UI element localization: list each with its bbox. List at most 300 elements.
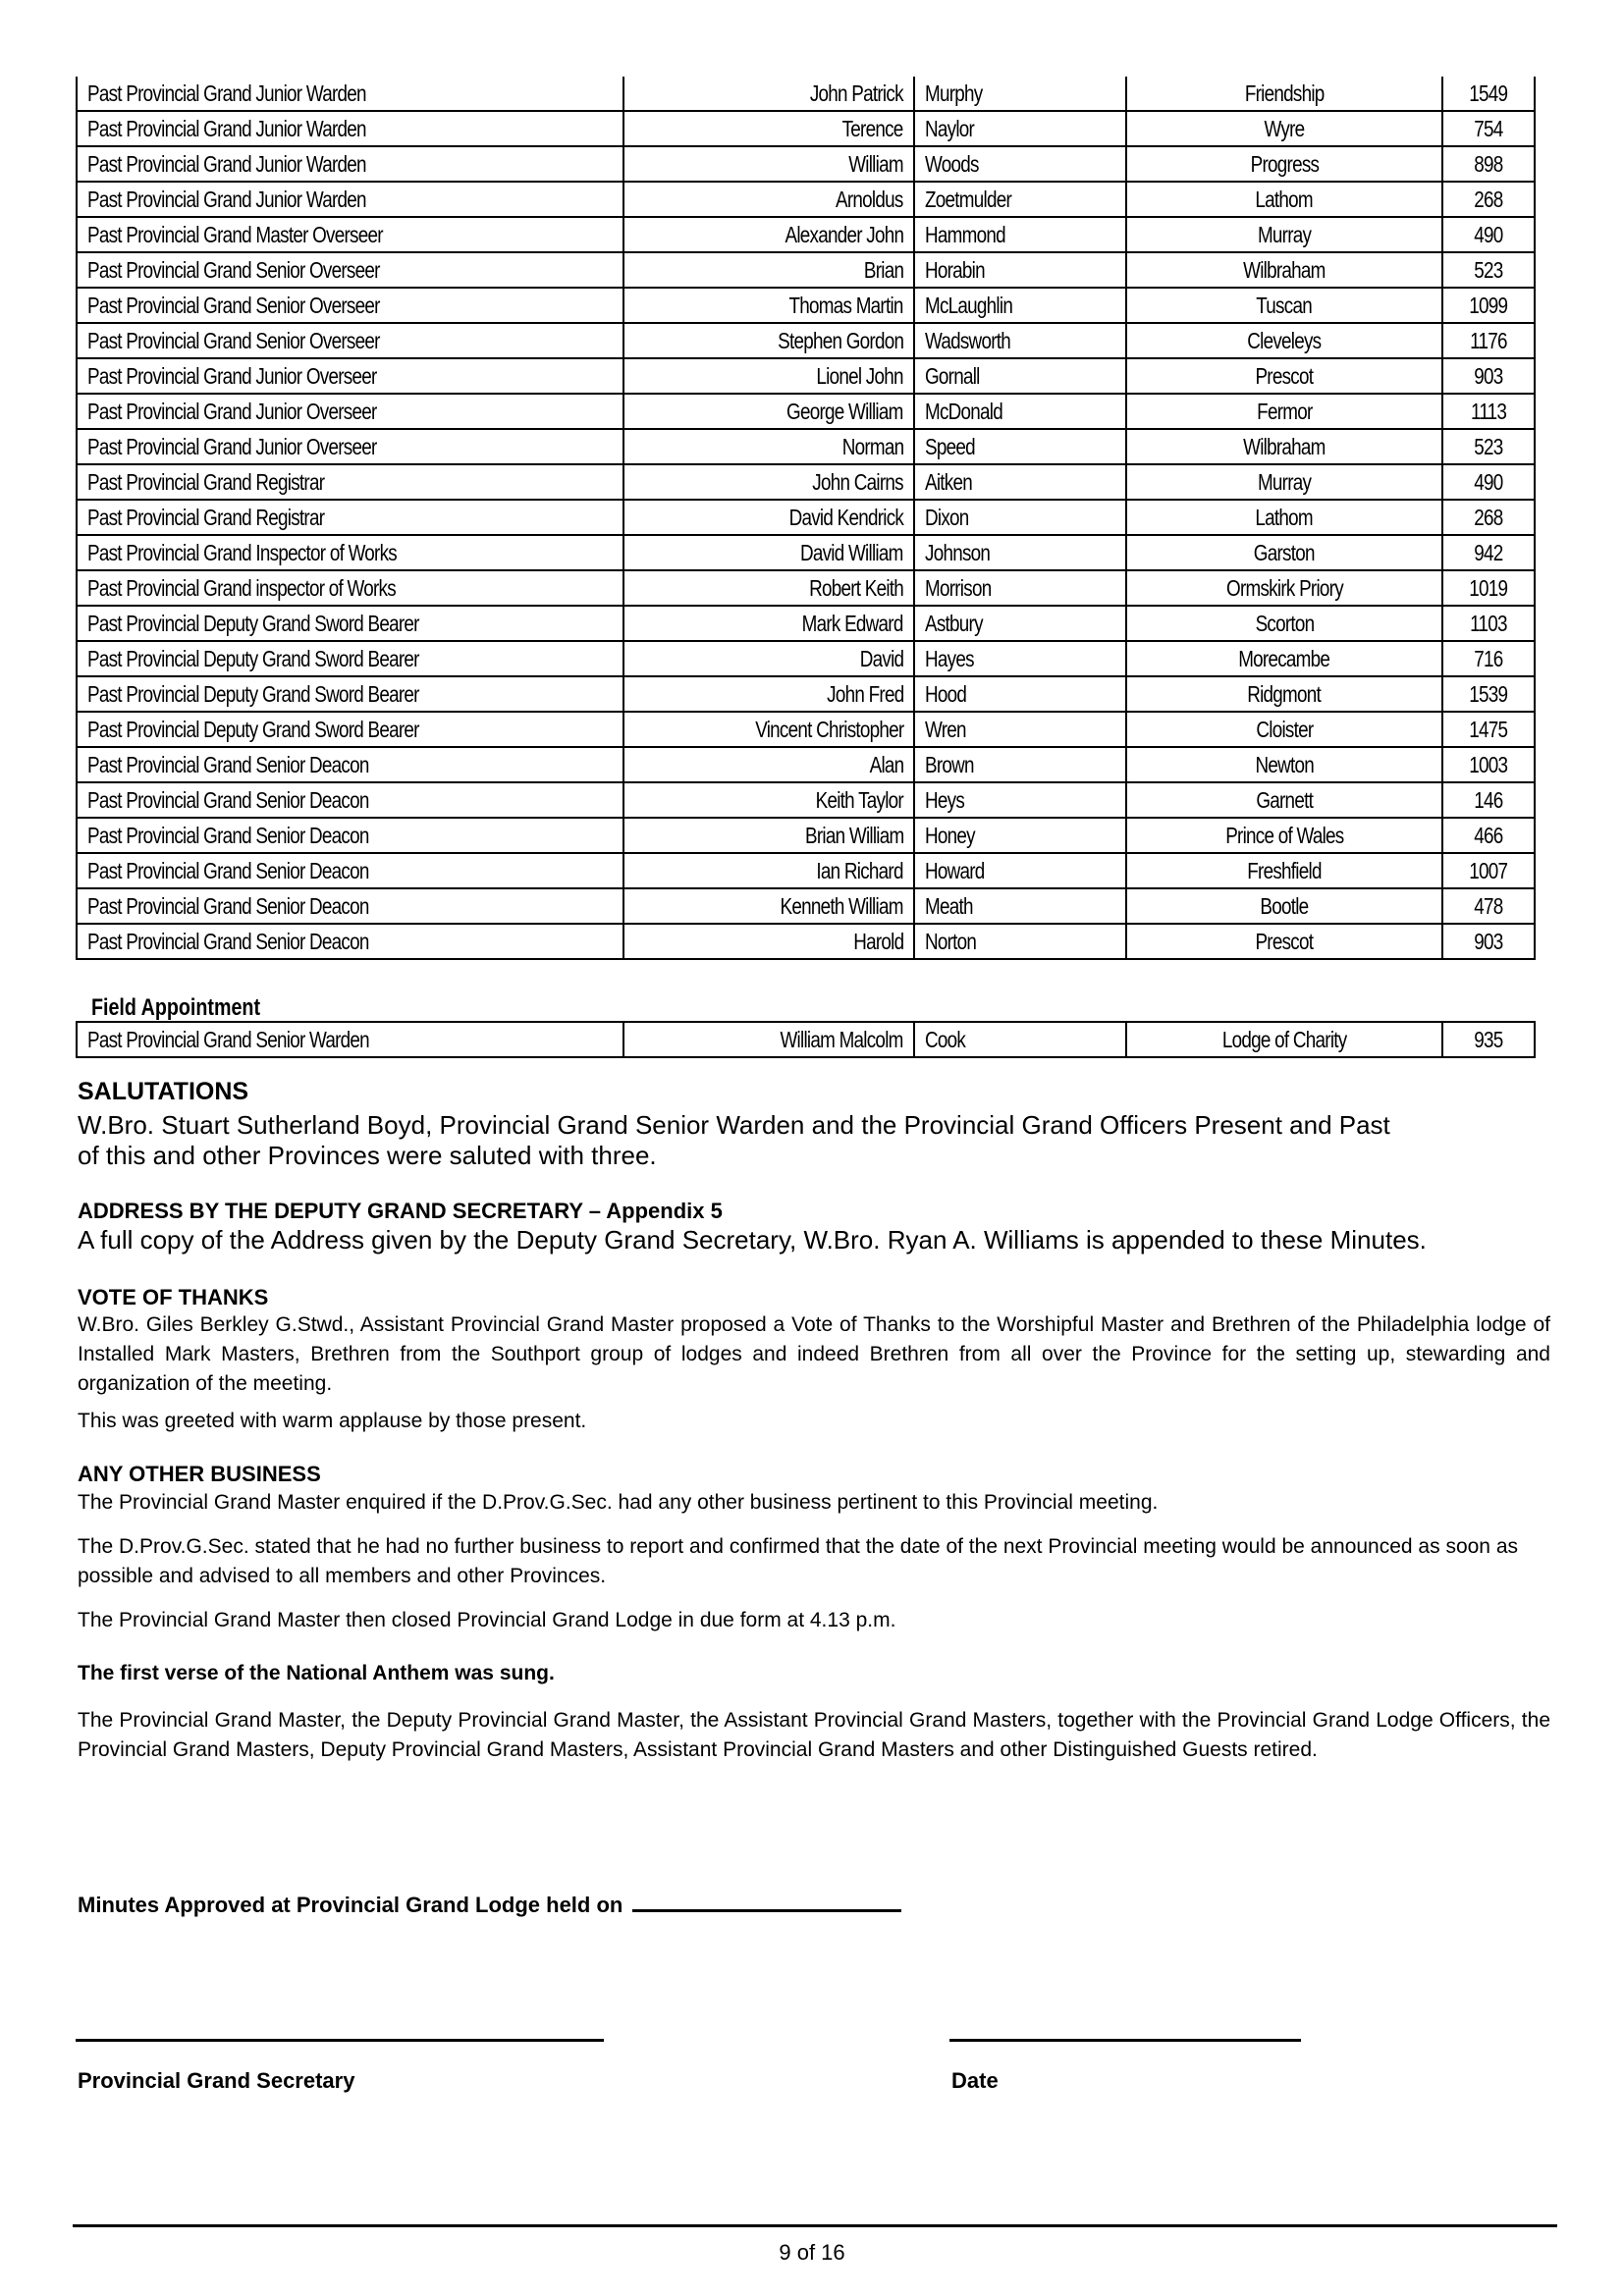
lodge-number-cell bbox=[1442, 429, 1535, 464]
lodge-number-cell-text: 1007 bbox=[1469, 858, 1508, 883]
surname-cell-text: Gornall bbox=[925, 363, 980, 389]
lodge-cell-text: Progress bbox=[1250, 151, 1319, 177]
lodge-number-cell-text: 1103 bbox=[1470, 611, 1507, 636]
forenames-cell-text: Ian Richard bbox=[816, 858, 903, 883]
lodge-number-cell bbox=[1442, 606, 1535, 641]
forenames-cell-text: Alexander John bbox=[785, 222, 903, 247]
lodge-number-cell-text: 146 bbox=[1474, 787, 1503, 813]
table-row bbox=[77, 782, 1535, 818]
address-body: A full copy of the Address given by the Deputy Grand Secretary, W.Bro. Ryan A. Williams is appended to these Minutes. bbox=[78, 1225, 1427, 1255]
office-cell-text: Past Provincial Grand Junior Warden bbox=[87, 151, 366, 177]
lodge-number-cell-text: 935 bbox=[1474, 1027, 1503, 1052]
lodge-cell bbox=[1126, 217, 1442, 252]
office-cell bbox=[77, 464, 623, 500]
lodge-cell-text: Garston bbox=[1254, 540, 1315, 565]
surname-cell-text: Zoetmulder bbox=[925, 187, 1012, 212]
office-cell-text: Past Provincial Grand Senior Deacon bbox=[87, 929, 369, 954]
lodge-number-cell-text: 942 bbox=[1474, 540, 1503, 565]
office-cell-text: Past Provincial Deputy Grand Sword Bearer bbox=[87, 611, 419, 636]
office-cell-text: Past Provincial Grand Senior Overseer bbox=[87, 328, 380, 353]
office-cell bbox=[77, 888, 623, 924]
forenames-cell bbox=[623, 535, 914, 570]
table-row bbox=[77, 182, 1535, 217]
office-cell bbox=[77, 146, 623, 182]
field-appointment-table bbox=[76, 1021, 1536, 1058]
lodge-number-cell-text: 1019 bbox=[1469, 575, 1508, 601]
surname-cell bbox=[914, 288, 1126, 323]
forenames-cell-text: Thomas Martin bbox=[788, 293, 903, 318]
minutes-approval bbox=[78, 1890, 901, 1918]
lodge-cell bbox=[1126, 782, 1442, 818]
aob-paragraph-3: The Provincial Grand Master then closed Provincial Grand Lodge in due form at 4.13 p.m. bbox=[78, 1609, 896, 1631]
forenames-cell bbox=[623, 500, 914, 535]
lodge-cell-text: Prescot bbox=[1255, 363, 1314, 389]
surname-cell-text: Dixon bbox=[925, 505, 969, 530]
footer-divider bbox=[73, 2224, 1557, 2227]
office-cell-text: Past Provincial Grand Master Overseer bbox=[87, 222, 383, 247]
surname-cell bbox=[914, 782, 1126, 818]
surname-cell-text: Heys bbox=[925, 787, 965, 813]
lodge-number-cell bbox=[1442, 323, 1535, 358]
aob-paragraph-4: The Provincial Grand Master, the Deputy Provincial Grand Master, the Assistant Provincial Grand Masters, together with the Provincial Grand Lodge Officers, the Provincial Grand Masters, Deputy Provincial Grand Masters, Assistant Provincial Grand Masters and other Distinguished Guests retired. bbox=[78, 1709, 1550, 1761]
office-cell-text: Past Provincial Grand Senior Overseer bbox=[87, 257, 380, 283]
lodge-cell bbox=[1126, 146, 1442, 182]
forenames-cell-text: Kenneth William bbox=[780, 893, 903, 919]
table-row bbox=[77, 818, 1535, 853]
surname-cell bbox=[914, 358, 1126, 394]
office-cell-text: Past Provincial Grand Senior Deacon bbox=[87, 787, 369, 813]
lodge-number-cell-text: 898 bbox=[1474, 151, 1503, 177]
table-row bbox=[77, 712, 1535, 747]
forenames-cell-text: Brian William bbox=[804, 823, 903, 848]
lodge-number-cell-text: 1113 bbox=[1470, 399, 1507, 424]
table-row bbox=[77, 429, 1535, 464]
surname-cell bbox=[914, 747, 1126, 782]
surname-cell-text: Speed bbox=[925, 434, 975, 459]
forenames-cell-text: John Fred bbox=[826, 681, 903, 707]
surname-cell-text: Aitken bbox=[925, 469, 972, 495]
forenames-cell-text: Terence bbox=[842, 116, 903, 141]
forenames-cell-text: John Cairns bbox=[812, 469, 903, 495]
salutations-heading: SALUTATIONS bbox=[78, 1078, 249, 1105]
aob-paragraph-1: The Provincial Grand Master enquired if the D.Prov.G.Sec. had any other business pertinent to this Provincial meeting. bbox=[78, 1491, 1159, 1514]
office-cell-text: Past Provincial Grand Junior Overseer bbox=[87, 363, 377, 389]
forenames-cell-text: Arnoldus bbox=[836, 187, 903, 212]
surname-cell-text: Brown bbox=[925, 752, 974, 777]
forenames-cell bbox=[623, 146, 914, 182]
lodge-number-cell bbox=[1442, 358, 1535, 394]
forenames-cell bbox=[623, 712, 914, 747]
minutes-approval-label: Minutes Approved at Provincial Grand Lodge held on bbox=[78, 1893, 623, 1917]
officers-table-body bbox=[77, 77, 1535, 959]
lodge-cell bbox=[1126, 252, 1442, 288]
forenames-cell bbox=[623, 747, 914, 782]
lodge-cell-text: Wilbraham bbox=[1243, 257, 1326, 283]
lodge-number-cell bbox=[1442, 570, 1535, 606]
surname-cell bbox=[914, 570, 1126, 606]
table-row bbox=[77, 288, 1535, 323]
table-row bbox=[77, 641, 1535, 676]
office-cell-text: Past Provincial Grand Senior Deacon bbox=[87, 858, 369, 883]
surname-cell-text: Wadsworth bbox=[925, 328, 1010, 353]
table-row bbox=[77, 394, 1535, 429]
lodge-number-cell-text: 716 bbox=[1474, 646, 1503, 671]
lodge-number-cell-text: 1176 bbox=[1470, 328, 1507, 353]
lodge-number-cell bbox=[1442, 676, 1535, 712]
field-appointment-label: Field Appointment bbox=[91, 994, 261, 1021]
surname-cell bbox=[914, 888, 1126, 924]
vote-of-thanks-body: W.Bro. Giles Berkley G.Stwd., Assistant Provincial Grand Master proposed a Vote of Thanks to the Worshipful Master and Brethren of the Philadelphia lodge of Installed Mark Masters, Brethren from the Southport group of lodges and indeed Brethren from all over the Province for the setting up, stewarding and organization of the meeting. bbox=[78, 1313, 1550, 1395]
lodge-number-cell-text: 903 bbox=[1474, 929, 1503, 954]
surname-cell-text: Hammond bbox=[925, 222, 1005, 247]
surname-cell-text: Horabin bbox=[925, 257, 985, 283]
forenames-cell-text: William Malcolm bbox=[780, 1027, 903, 1052]
lodge-number-cell bbox=[1442, 747, 1535, 782]
lodge-cell-text: Wilbraham bbox=[1243, 434, 1326, 459]
lodge-number-cell-text: 1539 bbox=[1469, 681, 1508, 707]
forenames-cell bbox=[623, 853, 914, 888]
lodge-cell bbox=[1126, 818, 1442, 853]
lodge-cell-text: Tuscan bbox=[1256, 293, 1313, 318]
lodge-number-cell bbox=[1442, 252, 1535, 288]
office-cell-text: Past Provincial Grand Registrar bbox=[87, 469, 325, 495]
table-row bbox=[77, 853, 1535, 888]
surname-cell-text: Cook bbox=[925, 1027, 966, 1052]
forenames-cell bbox=[623, 217, 914, 252]
lodge-cell-text: Murray bbox=[1257, 469, 1312, 495]
forenames-cell bbox=[623, 676, 914, 712]
lodge-number-cell bbox=[1442, 77, 1535, 111]
office-cell bbox=[77, 641, 623, 676]
forenames-cell bbox=[623, 606, 914, 641]
surname-cell-text: McDonald bbox=[925, 399, 1003, 424]
office-cell-text: Past Provincial Grand Registrar bbox=[87, 505, 325, 530]
lodge-number-cell bbox=[1442, 818, 1535, 853]
forenames-cell-text: David William bbox=[800, 540, 903, 565]
any-other-business-heading: ANY OTHER BUSINESS bbox=[78, 1462, 321, 1486]
surname-cell-text: Hayes bbox=[925, 646, 974, 671]
forenames-cell-text: Mark Edward bbox=[802, 611, 903, 636]
lodge-cell-text: Friendship bbox=[1244, 80, 1325, 106]
forenames-cell bbox=[623, 464, 914, 500]
lodge-number-cell-text: 523 bbox=[1474, 434, 1503, 459]
lodge-cell-text: Lathom bbox=[1255, 505, 1314, 530]
surname-cell-text: Howard bbox=[925, 858, 985, 883]
forenames-cell-text: David Kendrick bbox=[788, 505, 903, 530]
table-row bbox=[77, 464, 1535, 500]
office-cell bbox=[77, 1022, 623, 1057]
lodge-number-cell bbox=[1442, 111, 1535, 146]
surname-cell bbox=[914, 464, 1126, 500]
office-cell bbox=[77, 182, 623, 217]
forenames-cell-text: John Patrick bbox=[810, 80, 903, 106]
lodge-cell-text: Bootle bbox=[1260, 893, 1309, 919]
office-cell bbox=[77, 853, 623, 888]
lodge-number-cell-text: 1099 bbox=[1469, 293, 1508, 318]
lodge-number-cell-text: 268 bbox=[1474, 505, 1503, 530]
surname-cell bbox=[914, 394, 1126, 429]
lodge-number-cell-text: 1549 bbox=[1469, 80, 1508, 106]
surname-cell bbox=[914, 429, 1126, 464]
table-row bbox=[77, 500, 1535, 535]
lodge-cell bbox=[1126, 182, 1442, 217]
lodge-cell-text: Murray bbox=[1257, 222, 1312, 247]
forenames-cell-text: William bbox=[848, 151, 903, 177]
surname-cell-text: Woods bbox=[925, 151, 979, 177]
lodge-cell bbox=[1126, 535, 1442, 570]
office-cell bbox=[77, 77, 623, 111]
lodge-cell-text: Cloister bbox=[1255, 717, 1314, 742]
forenames-cell bbox=[623, 394, 914, 429]
lodge-cell-text: Prince of Wales bbox=[1224, 823, 1344, 848]
lodge-cell-text: Lathom bbox=[1255, 187, 1314, 212]
forenames-cell-text: Brian bbox=[863, 257, 903, 283]
lodge-number-cell-text: 466 bbox=[1474, 823, 1503, 848]
office-cell-text: Past Provincial Grand Inspector of Works bbox=[87, 540, 397, 565]
surname-cell-text: Astbury bbox=[925, 611, 983, 636]
office-cell-text: Past Provincial Grand Senior Warden bbox=[87, 1027, 369, 1052]
lodge-cell bbox=[1126, 888, 1442, 924]
forenames-cell bbox=[623, 641, 914, 676]
table-row bbox=[77, 252, 1535, 288]
lodge-cell bbox=[1126, 323, 1442, 358]
surname-cell bbox=[914, 77, 1126, 111]
lodge-number-cell-text: 490 bbox=[1474, 469, 1503, 495]
forenames-cell-text: Alan bbox=[869, 752, 903, 777]
office-cell bbox=[77, 429, 623, 464]
office-cell bbox=[77, 358, 623, 394]
surname-cell bbox=[914, 500, 1126, 535]
lodge-number-cell-text: 478 bbox=[1474, 893, 1503, 919]
lodge-number-cell bbox=[1442, 464, 1535, 500]
office-cell-text: Past Provincial Grand Senior Deacon bbox=[87, 893, 369, 919]
forenames-cell bbox=[623, 252, 914, 288]
surname-cell bbox=[914, 182, 1126, 217]
table-row bbox=[77, 323, 1535, 358]
office-cell bbox=[77, 323, 623, 358]
surname-cell bbox=[914, 676, 1126, 712]
surname-cell bbox=[914, 924, 1126, 959]
lodge-number-cell bbox=[1442, 288, 1535, 323]
office-cell-text: Past Provincial Deputy Grand Sword Bearer bbox=[87, 717, 419, 742]
lodge-number-cell bbox=[1442, 924, 1535, 959]
surname-cell-text: Norton bbox=[925, 929, 977, 954]
surname-cell bbox=[914, 818, 1126, 853]
lodge-cell-text: Wyre bbox=[1264, 116, 1305, 141]
date-signature-line[interactable] bbox=[949, 2039, 1301, 2042]
surname-cell bbox=[914, 535, 1126, 570]
surname-cell bbox=[914, 853, 1126, 888]
office-cell bbox=[77, 288, 623, 323]
surname-cell bbox=[914, 323, 1126, 358]
forenames-cell bbox=[623, 77, 914, 111]
lodge-number-cell bbox=[1442, 182, 1535, 217]
forenames-cell bbox=[623, 570, 914, 606]
lodge-cell bbox=[1126, 853, 1442, 888]
office-cell-text: Past Provincial Deputy Grand Sword Bearer bbox=[87, 646, 419, 671]
surname-cell-text: Naylor bbox=[925, 116, 975, 141]
office-cell bbox=[77, 606, 623, 641]
surname-cell-text: McLaughlin bbox=[925, 293, 1013, 318]
forenames-cell-text: Keith Taylor bbox=[815, 787, 903, 813]
approval-date-blank[interactable] bbox=[632, 1890, 901, 1912]
table-row bbox=[77, 676, 1535, 712]
office-cell bbox=[77, 394, 623, 429]
lodge-cell bbox=[1126, 500, 1442, 535]
office-cell-text: Past Provincial Grand Junior Warden bbox=[87, 116, 366, 141]
secretary-label: Provincial Grand Secretary bbox=[78, 2068, 355, 2093]
table-row bbox=[77, 606, 1535, 641]
lodge-cell bbox=[1126, 111, 1442, 146]
office-cell bbox=[77, 252, 623, 288]
surname-cell bbox=[914, 606, 1126, 641]
lodge-number-cell bbox=[1442, 853, 1535, 888]
lodge-number-cell bbox=[1442, 641, 1535, 676]
office-cell-text: Past Provincial Grand inspector of Works bbox=[87, 575, 396, 601]
office-cell bbox=[77, 570, 623, 606]
table-row bbox=[77, 146, 1535, 182]
office-cell bbox=[77, 712, 623, 747]
surname-cell-text: Honey bbox=[925, 823, 975, 848]
table-row bbox=[77, 77, 1535, 111]
office-cell bbox=[77, 747, 623, 782]
lodge-number-cell-text: 754 bbox=[1474, 116, 1503, 141]
lodge-cell-text: Ridgmont bbox=[1247, 681, 1322, 707]
forenames-cell bbox=[623, 323, 914, 358]
table-row bbox=[77, 358, 1535, 394]
forenames-cell bbox=[623, 924, 914, 959]
page-number: 9 of 16 bbox=[779, 2240, 845, 2265]
forenames-cell-text: George William bbox=[786, 399, 903, 424]
lodge-cell-text: Cleveleys bbox=[1247, 328, 1322, 353]
office-cell-text: Past Provincial Grand Senior Overseer bbox=[87, 293, 380, 318]
office-cell-text: Past Provincial Grand Junior Warden bbox=[87, 80, 366, 106]
forenames-cell-text: David bbox=[859, 646, 903, 671]
field-appointment-table-body bbox=[77, 1022, 1535, 1057]
lodge-number-cell bbox=[1442, 712, 1535, 747]
forenames-cell-text: Robert Keith bbox=[809, 575, 903, 601]
lodge-cell bbox=[1126, 924, 1442, 959]
lodge-number-cell-text: 903 bbox=[1474, 363, 1503, 389]
lodge-cell bbox=[1126, 288, 1442, 323]
office-cell bbox=[77, 676, 623, 712]
table-row bbox=[77, 570, 1535, 606]
aob-paragraph-2: The D.Prov.G.Sec. stated that he had no further business to report and confirmed that the date of the next Provincial meeting would be announced as soon as possible and advised to all members and other Provinces. bbox=[78, 1535, 1518, 1587]
surname-cell bbox=[914, 641, 1126, 676]
lodge-cell bbox=[1126, 394, 1442, 429]
lodge-cell bbox=[1126, 747, 1442, 782]
table-row bbox=[77, 924, 1535, 959]
office-cell-text: Past Provincial Grand Junior Overseer bbox=[87, 399, 377, 424]
table-row bbox=[77, 747, 1535, 782]
lodge-cell-text: Ormskirk Priory bbox=[1225, 575, 1343, 601]
date-label: Date bbox=[951, 2068, 999, 2093]
forenames-cell bbox=[623, 888, 914, 924]
table-row bbox=[77, 1022, 1535, 1057]
office-cell bbox=[77, 782, 623, 818]
lodge-cell bbox=[1126, 570, 1442, 606]
lodge-cell-text: Lodge of Charity bbox=[1221, 1027, 1347, 1052]
surname-cell bbox=[914, 111, 1126, 146]
forenames-cell-text: Harold bbox=[852, 929, 903, 954]
lodge-number-cell-text: 1003 bbox=[1469, 752, 1508, 777]
forenames-cell bbox=[623, 818, 914, 853]
lodge-cell-text: Freshfield bbox=[1247, 858, 1322, 883]
office-cell bbox=[77, 535, 623, 570]
surname-cell-text: Murphy bbox=[925, 80, 983, 106]
lodge-cell bbox=[1126, 77, 1442, 111]
lodge-number-cell bbox=[1442, 1022, 1535, 1057]
office-cell bbox=[77, 500, 623, 535]
vote-of-thanks-heading: VOTE OF THANKS bbox=[78, 1285, 269, 1309]
office-cell-text: Past Provincial Deputy Grand Sword Bearer bbox=[87, 681, 419, 707]
forenames-cell-text: Norman bbox=[841, 434, 903, 459]
lodge-cell bbox=[1126, 1022, 1442, 1057]
lodge-number-cell-text: 268 bbox=[1474, 187, 1503, 212]
lodge-cell bbox=[1126, 429, 1442, 464]
surname-cell bbox=[914, 712, 1126, 747]
lodge-cell-text: Prescot bbox=[1255, 929, 1314, 954]
table-row bbox=[77, 535, 1535, 570]
surname-cell bbox=[914, 252, 1126, 288]
lodge-number-cell bbox=[1442, 217, 1535, 252]
surname-cell-text: Johnson bbox=[925, 540, 991, 565]
office-cell-text: Past Provincial Grand Junior Warden bbox=[87, 187, 366, 212]
lodge-cell-text: Newton bbox=[1255, 752, 1314, 777]
lodge-cell-text: Scorton bbox=[1255, 611, 1314, 636]
forenames-cell bbox=[623, 182, 914, 217]
salutations-line-1: W.Bro. Stuart Sutherland Boyd, Provincial Grand Senior Warden and the Provincial Grand Officers Present and Past bbox=[78, 1110, 1390, 1140]
lodge-number-cell-text: 490 bbox=[1474, 222, 1503, 247]
office-cell bbox=[77, 924, 623, 959]
forenames-cell-text: Stephen Gordon bbox=[777, 328, 903, 353]
lodge-number-cell bbox=[1442, 500, 1535, 535]
surname-cell-text: Morrison bbox=[925, 575, 992, 601]
salutations-line-2: of this and other Provinces were saluted with three. bbox=[78, 1141, 657, 1170]
lodge-number-cell bbox=[1442, 782, 1535, 818]
lodge-cell bbox=[1126, 641, 1442, 676]
lodge-number-cell-text: 523 bbox=[1474, 257, 1503, 283]
lodge-number-cell-text: 1475 bbox=[1469, 717, 1508, 742]
lodge-number-cell bbox=[1442, 535, 1535, 570]
surname-cell-text: Wren bbox=[925, 717, 966, 742]
lodge-cell-text: Fermor bbox=[1256, 399, 1313, 424]
forenames-cell bbox=[623, 358, 914, 394]
surname-cell-text: Hood bbox=[925, 681, 967, 707]
lodge-cell bbox=[1126, 358, 1442, 394]
office-cell-text: Past Provincial Grand Junior Overseer bbox=[87, 434, 377, 459]
forenames-cell-text: Lionel John bbox=[816, 363, 903, 389]
national-anthem-note: The first verse of the National Anthem was sung. bbox=[78, 1662, 555, 1684]
forenames-cell bbox=[623, 782, 914, 818]
surname-cell-text: Meath bbox=[925, 893, 973, 919]
address-heading: ADDRESS BY THE DEPUTY GRAND SECRETARY – Appendix 5 bbox=[78, 1199, 723, 1223]
surname-cell bbox=[914, 146, 1126, 182]
surname-cell bbox=[914, 217, 1126, 252]
office-cell bbox=[77, 111, 623, 146]
lodge-number-cell bbox=[1442, 888, 1535, 924]
lodge-number-cell bbox=[1442, 394, 1535, 429]
office-cell-text: Past Provincial Grand Senior Deacon bbox=[87, 823, 369, 848]
forenames-cell-text: Vincent Christopher bbox=[754, 717, 903, 742]
forenames-cell bbox=[623, 111, 914, 146]
table-row bbox=[77, 217, 1535, 252]
lodge-number-cell bbox=[1442, 146, 1535, 182]
office-cell bbox=[77, 217, 623, 252]
secretary-signature-line[interactable] bbox=[76, 2039, 604, 2042]
forenames-cell bbox=[623, 429, 914, 464]
lodge-cell-text: Garnett bbox=[1256, 787, 1313, 813]
